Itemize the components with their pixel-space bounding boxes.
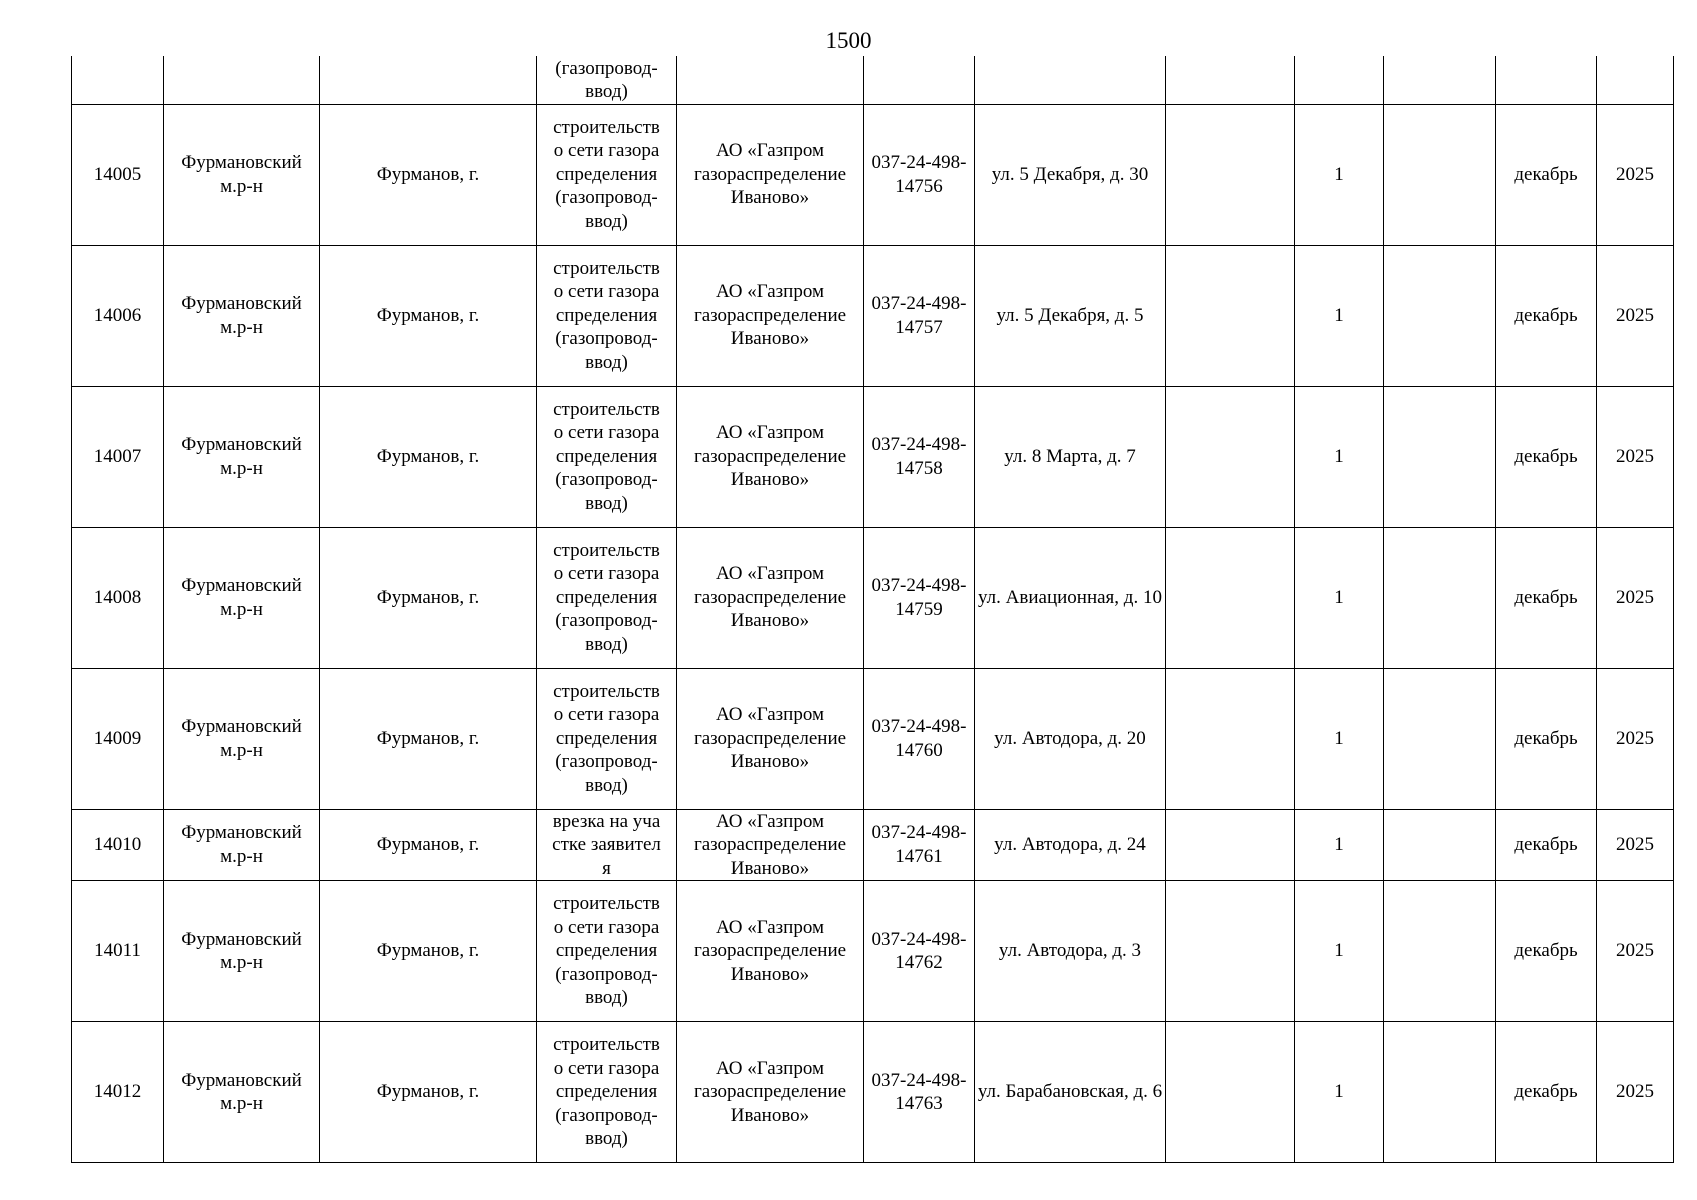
cell-organization-text: АО «Газпром газораспределение Иваново» <box>693 140 847 209</box>
cell-quantity-text: 1 <box>1334 1081 1344 1103</box>
table-row <box>72 668 1674 809</box>
cell-code <box>864 527 975 668</box>
cell-id <box>72 881 164 1022</box>
cell-id-text: 14011 <box>94 940 141 962</box>
cell-col10 <box>1384 881 1496 1022</box>
cell-id <box>72 56 164 104</box>
cell-address-text: ул. Автодора, д. 3 <box>998 940 1142 962</box>
cell-code-text: 037-24-498-14760 <box>871 716 967 761</box>
cell-code-text: 037-24-498-14763 <box>871 1069 967 1114</box>
cell-district <box>164 881 320 1022</box>
cell-col8 <box>1166 245 1295 386</box>
cell-locality <box>320 104 537 245</box>
cell-organization-text: АО «Газпром газораспределение Иваново» <box>693 704 847 773</box>
cell-year-text: 2025 <box>1616 586 1654 608</box>
table-row <box>72 245 1674 386</box>
cell-locality <box>320 245 537 386</box>
cell-district-text: Фурмановский м.р-н <box>181 152 302 197</box>
cell-address <box>975 245 1166 386</box>
cell-id <box>72 245 164 386</box>
cell-work-type <box>537 881 677 1022</box>
cell-work-type-text: строительство сети газораспределения (газопровод-ввод) <box>553 893 660 1009</box>
cell-col8 <box>1166 881 1295 1022</box>
cell-code-text: 037-24-498-14762 <box>871 928 967 973</box>
cell-locality <box>320 809 537 881</box>
work-type-tail-line: (газопровод- <box>555 57 658 79</box>
cell-work-type-text: строительство сети газораспределения (газопровод-ввод) <box>553 539 660 655</box>
cell-locality-text: Фурманов, г. <box>376 1081 480 1103</box>
cell-quantity <box>1295 245 1384 386</box>
register-table <box>71 56 1674 1163</box>
cell-code <box>864 56 975 104</box>
cell-district-text: Фурмановский м.р-н <box>181 1069 302 1114</box>
cell-id-text: 14009 <box>93 727 142 749</box>
cell-id-text: 14006 <box>93 304 142 326</box>
cell-year <box>1597 386 1674 527</box>
cell-district-text: Фурмановский м.р-н <box>181 293 302 338</box>
cell-month <box>1496 56 1597 104</box>
cell-code-text: 037-24-498-14756 <box>871 152 967 197</box>
table-row <box>72 527 1674 668</box>
table-row <box>72 1022 1674 1163</box>
cell-locality <box>320 1022 537 1163</box>
cell-locality <box>320 881 537 1022</box>
continued-row <box>72 56 1674 104</box>
cell-district <box>164 104 320 245</box>
cell-organization-text: АО «Газпром газораспределение Иваново» <box>693 422 847 491</box>
cell-locality <box>320 527 537 668</box>
cell-month-text: декабрь <box>1514 727 1578 749</box>
cell-work-type <box>537 386 677 527</box>
work-type-tail-line: ввод) <box>585 81 628 102</box>
cell-month-text: декабрь <box>1514 163 1578 185</box>
cell-code <box>864 809 975 881</box>
cell-id-text: 14012 <box>93 1081 142 1103</box>
cell-locality-text: Фурманов, г. <box>376 445 480 467</box>
cell-month <box>1496 809 1597 881</box>
table-row <box>72 809 1674 881</box>
cell-year <box>1597 809 1674 881</box>
cell-year-text: 2025 <box>1616 1081 1654 1103</box>
cell-district-text: Фурмановский м.р-н <box>181 434 302 479</box>
cell-quantity-text: 1 <box>1334 586 1344 608</box>
cell-id <box>72 809 164 881</box>
cell-id-text: 14008 <box>93 586 142 608</box>
cell-address-text: ул. 5 Декабря, д. 30 <box>991 163 1149 185</box>
cell-work-type-text: строительство сети газораспределения (газопровод-ввод) <box>553 680 660 796</box>
cell-quantity-text: 1 <box>1334 940 1344 962</box>
cell-quantity <box>1295 881 1384 1022</box>
cell-id <box>72 1022 164 1163</box>
cell-code <box>864 1022 975 1163</box>
cell-locality <box>320 56 537 104</box>
cell-locality-text: Фурманов, г. <box>376 834 480 855</box>
cell-col10 <box>1384 245 1496 386</box>
cell-work-type-text: строительство сети газораспределения (газопровод-ввод) <box>553 1034 660 1150</box>
cell-col8 <box>1166 1022 1295 1163</box>
cell-district <box>164 245 320 386</box>
cell-address-text: ул. Автодора, д. 24 <box>994 834 1146 855</box>
cell-col8 <box>1166 386 1295 527</box>
cell-month <box>1496 104 1597 245</box>
cell-id <box>72 668 164 809</box>
cell-id <box>72 104 164 245</box>
cell-work-type-text: врезка на участке заявителя <box>552 810 661 879</box>
cell-quantity-text: 1 <box>1334 445 1344 467</box>
cell-col8 <box>1166 527 1295 668</box>
cell-code-text: 037-24-498-14757 <box>871 293 967 338</box>
cell-col10 <box>1384 668 1496 809</box>
cell-organization <box>677 56 864 104</box>
cell-work-type-text: строительство сети газораспределения (газопровод-ввод) <box>553 116 660 232</box>
cell-address <box>975 386 1166 527</box>
cell-address <box>975 881 1166 1022</box>
cell-code <box>864 881 975 1022</box>
cell-month <box>1496 881 1597 1022</box>
cell-year <box>1597 104 1674 245</box>
cell-quantity-text: 1 <box>1334 834 1344 855</box>
cell-col10 <box>1384 56 1496 104</box>
cell-id <box>72 527 164 668</box>
cell-district-text: Фурмановский м.р-н <box>181 928 302 973</box>
cell-organization <box>677 1022 864 1163</box>
cell-quantity <box>1295 809 1384 881</box>
cell-address <box>975 56 1166 104</box>
cell-year <box>1597 56 1674 104</box>
cell-col10 <box>1384 386 1496 527</box>
cell-district <box>164 56 320 104</box>
cell-work-type-text: строительство сети газораспределения (газопровод-ввод) <box>553 257 660 373</box>
cell-district <box>164 386 320 527</box>
cell-code-text: 037-24-498-14759 <box>871 575 967 620</box>
cell-district-text: Фурмановский м.р-н <box>181 575 302 620</box>
cell-month <box>1496 386 1597 527</box>
cell-quantity-text: 1 <box>1334 727 1344 749</box>
cell-organization-text: АО «Газпром газораспределение Иваново» <box>693 281 847 350</box>
cell-address-text: ул. 5 Декабря, д. 5 <box>996 304 1144 326</box>
cell-code <box>864 104 975 245</box>
cell-col10 <box>1384 809 1496 881</box>
cell-year <box>1597 1022 1674 1163</box>
cell-month-text: декабрь <box>1514 940 1578 962</box>
cell-work-type <box>537 809 677 881</box>
cell-address-text: ул. Авиационная, д. 10 <box>978 586 1162 608</box>
cell-work-type <box>537 527 677 668</box>
cell-col8 <box>1166 56 1295 104</box>
cell-code-text: 037-24-498-14758 <box>871 434 967 479</box>
cell-quantity <box>1295 386 1384 527</box>
cell-district <box>164 809 320 881</box>
cell-col10 <box>1384 527 1496 668</box>
cell-id <box>72 386 164 527</box>
page-number: 1500 <box>825 28 872 53</box>
cell-month <box>1496 1022 1597 1163</box>
cell-organization <box>677 809 864 881</box>
cell-address-text: ул. Барабановская, д. 6 <box>977 1081 1163 1103</box>
cell-year <box>1597 245 1674 386</box>
cell-district <box>164 1022 320 1163</box>
cell-quantity <box>1295 1022 1384 1163</box>
cell-month <box>1496 668 1597 809</box>
cell-month-text: декабрь <box>1514 304 1578 326</box>
cell-year-text: 2025 <box>1616 834 1654 855</box>
cell-organization <box>677 104 864 245</box>
cell-work-type <box>537 104 677 245</box>
cell-id-text: 14010 <box>93 834 142 855</box>
cell-quantity <box>1295 56 1384 104</box>
cell-locality <box>320 668 537 809</box>
cell-month <box>1496 527 1597 668</box>
cell-organization-text: АО «Газпром газораспределение Иваново» <box>693 1057 847 1126</box>
cell-month-text: декабрь <box>1514 1081 1578 1103</box>
cell-work-type-text: строительство сети газораспределения (газопровод-ввод) <box>553 398 660 514</box>
cell-work-type <box>537 668 677 809</box>
table-row <box>72 386 1674 527</box>
cell-quantity-text: 1 <box>1334 163 1344 185</box>
cell-code <box>864 386 975 527</box>
cell-col10 <box>1384 104 1496 245</box>
cell-year <box>1597 527 1674 668</box>
cell-quantity <box>1295 104 1384 245</box>
cell-year <box>1597 668 1674 809</box>
cell-year <box>1597 881 1674 1022</box>
cell-district-text: Фурмановский м.р-н <box>181 716 302 761</box>
cell-organization <box>677 386 864 527</box>
cell-year-text: 2025 <box>1616 304 1654 326</box>
cell-organization-text: АО «Газпром газораспределение Иваново» <box>693 810 847 879</box>
cell-month-text: декабрь <box>1514 834 1578 855</box>
cell-address <box>975 1022 1166 1163</box>
cell-organization <box>677 668 864 809</box>
cell-quantity-text: 1 <box>1334 304 1344 326</box>
cell-quantity <box>1295 668 1384 809</box>
cell-col8 <box>1166 104 1295 245</box>
cell-month-text: декабрь <box>1514 586 1578 608</box>
cell-code <box>864 245 975 386</box>
cell-organization <box>677 881 864 1022</box>
cell-col8 <box>1166 668 1295 809</box>
cell-year-text: 2025 <box>1616 163 1654 185</box>
cell-locality-text: Фурманов, г. <box>376 727 480 749</box>
cell-district <box>164 668 320 809</box>
cell-work-type <box>537 245 677 386</box>
cell-locality-text: Фурманов, г. <box>376 304 480 326</box>
cell-col10 <box>1384 1022 1496 1163</box>
cell-col8 <box>1166 809 1295 881</box>
cell-address <box>975 809 1166 881</box>
cell-organization-text: АО «Газпром газораспределение Иваново» <box>693 916 847 985</box>
cell-id-text: 14005 <box>93 163 142 185</box>
cell-district-text: Фурмановский м.р-н <box>181 822 302 867</box>
cell-organization <box>677 527 864 668</box>
cell-month-text: декабрь <box>1514 445 1578 467</box>
cell-code-text: 037-24-498-14761 <box>871 822 967 867</box>
cell-organization-text: АО «Газпром газораспределение Иваново» <box>693 563 847 632</box>
cell-address-text: ул. 8 Марта, д. 7 <box>1004 445 1136 467</box>
table-row <box>72 881 1674 1022</box>
cell-address <box>975 668 1166 809</box>
cell-locality-text: Фурманов, г. <box>376 586 480 608</box>
cell-locality-text: Фурманов, г. <box>376 940 480 962</box>
cell-year-text: 2025 <box>1616 445 1654 467</box>
cell-quantity <box>1295 527 1384 668</box>
cell-address <box>975 527 1166 668</box>
cell-year-text: 2025 <box>1616 727 1654 749</box>
cell-address <box>975 104 1166 245</box>
cell-work-type <box>537 56 677 104</box>
cell-locality <box>320 386 537 527</box>
cell-work-type <box>537 1022 677 1163</box>
cell-year-text: 2025 <box>1616 940 1654 962</box>
cell-id-text: 14007 <box>93 445 142 467</box>
cell-district <box>164 527 320 668</box>
cell-month <box>1496 245 1597 386</box>
table-row <box>72 104 1674 245</box>
cell-locality-text: Фурманов, г. <box>376 163 480 185</box>
cell-code <box>864 668 975 809</box>
cell-address-text: ул. Автодора, д. 20 <box>994 727 1146 749</box>
cell-organization <box>677 245 864 386</box>
